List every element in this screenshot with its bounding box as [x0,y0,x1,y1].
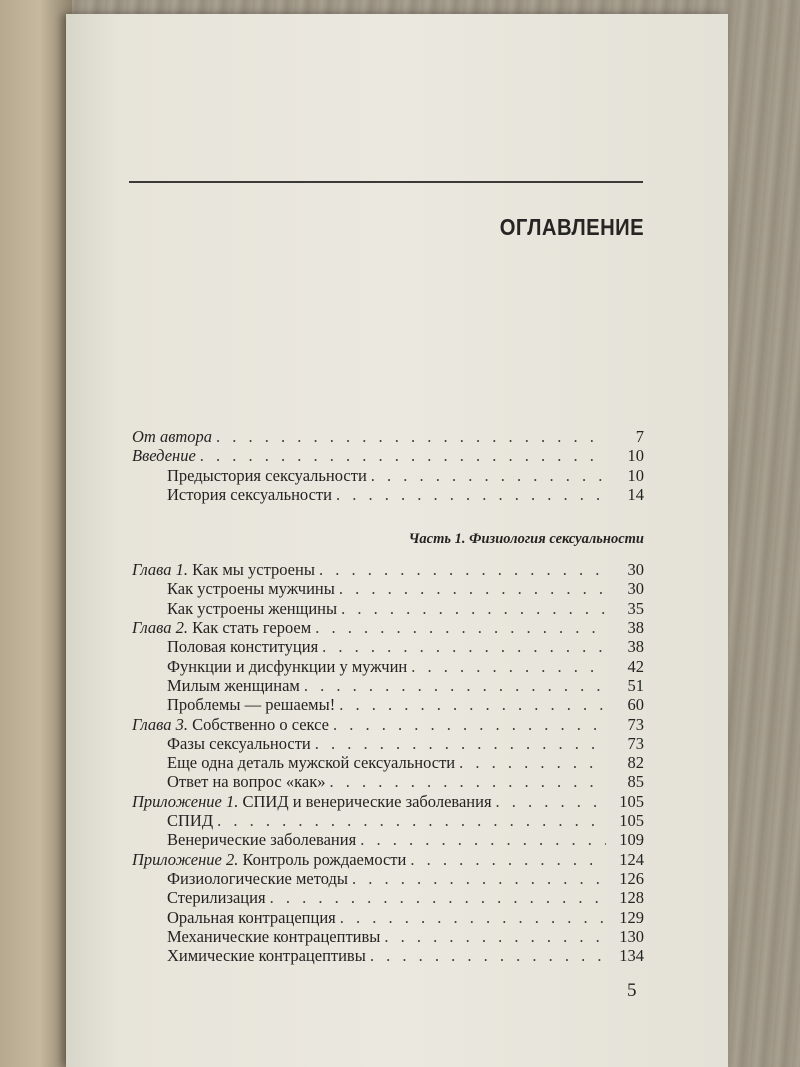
toc-entry [132,427,644,446]
toc-entry-page: 129 [619,907,644,927]
toc-leader-dots [360,830,606,849]
part-heading: Часть 1. Физиология сексуальности [408,531,644,548]
toc-entry-title [167,830,356,849]
toc-entry-page: 73 [627,714,644,734]
toc-entry-page: 14 [627,484,644,504]
toc-entry-text: Функции и дисфункции у мужчин [167,656,408,676]
toc-leader-dots [304,676,606,695]
toc-entry-title [167,579,335,598]
toc-leader-dots [371,466,606,485]
toc-leader-dots [322,637,606,656]
toc-entry-title [167,734,311,753]
toc-entry-page: 124 [619,849,644,869]
toc-entry [132,715,644,734]
toc-entry-text: СПИД и венерические заболевания [238,791,492,811]
toc-entry-title [167,908,336,927]
toc-entry-page: 73 [627,733,644,753]
toc-entry-page: 7 [635,427,644,446]
toc-entry-title [132,715,329,734]
toc-entry-text: Как стать героем [187,618,312,638]
toc-entry-text: Предыстория сексуальности [167,465,367,485]
toc-entry-page: 10 [627,446,644,466]
toc-entry-label: Приложение 1. [132,791,239,811]
left-page-edge [0,0,72,1067]
toc-entry [132,888,644,907]
toc-entry-page: 38 [627,637,644,657]
toc-entry-title [167,772,325,791]
toc-leader-dots [329,772,606,791]
toc-entry [132,579,644,598]
toc-leader-dots [341,599,606,618]
toc-leader-dots [315,734,606,753]
toc-entry-label: Глава 2. [132,618,188,638]
toc-leader-dots [339,579,606,598]
toc-entry-page: 82 [627,753,644,773]
toc-entry-text: Венерические заболевания [167,830,357,850]
page-title: ОГЛАВЛЕНИЕ [499,214,644,240]
toc-entry [132,908,644,927]
toc-entry-title [132,618,311,637]
table-of-contents [132,427,644,965]
toc-entry-text: Химические контрацептивы [167,946,366,966]
toc-entry [132,753,644,772]
toc-entry-title [167,599,337,618]
toc-entry-page: 105 [619,791,644,811]
toc-entry-text: Физиологические методы [167,868,348,888]
toc-entry-title [167,869,348,888]
toc-entry-title [167,811,213,830]
toc-entry-title [167,753,455,772]
toc-entry-text: Собственно о сексе [187,714,330,734]
toc-entry-title [167,657,407,676]
toc-entry-label: Введение [132,446,196,466]
toc-entry [132,927,644,946]
toc-entry-page: 60 [627,695,644,715]
toc-entry-title [167,888,266,907]
toc-entry-page: 105 [619,811,644,831]
toc-entry [132,560,644,579]
toc-leader-dots [496,792,606,811]
toc-entry [132,485,644,504]
toc-entry-page: 35 [627,598,644,618]
toc-entry-label: Приложение 2. [132,849,239,869]
toc-part1-list [132,560,644,965]
toc-entry-text: Контроль рождаемости [238,849,407,869]
toc-entry-page: 109 [619,830,644,850]
toc-entry-title [167,946,366,965]
toc-entry [132,618,644,637]
toc-entry-text: Милым женщинам [167,675,300,695]
toc-intro-list [132,427,644,504]
toc-leader-dots [339,695,606,714]
toc-leader-dots [270,888,606,907]
toc-leader-dots [336,485,606,504]
toc-entry-title [167,466,367,485]
toc-leader-dots [200,446,606,465]
toc-entry [132,811,644,830]
toc-entry-page: 85 [627,772,644,792]
toc-entry-text: История сексуальности [167,484,332,504]
toc-leader-dots [370,946,606,965]
toc-leader-dots [459,753,606,772]
toc-entry-page: 51 [627,675,644,695]
toc-leader-dots [384,927,606,946]
toc-entry-text: Как мы устроены [187,560,315,580]
toc-leader-dots [352,869,606,888]
toc-entry-title [167,637,318,656]
toc-entry [132,599,644,618]
toc-entry-page: 126 [619,868,644,888]
toc-entry-page: 10 [627,465,644,485]
toc-entry [132,657,644,676]
toc-entry [132,792,644,811]
toc-entry-page: 30 [627,579,644,599]
toc-entry-label: От автора [132,427,213,446]
toc-entry-text: Фазы сексуальности [167,733,311,753]
toc-entry [132,850,644,869]
toc-entry [132,466,644,485]
toc-entry-title [132,792,492,811]
toc-entry-text: Стерилизация [167,888,266,908]
toc-entry-page: 130 [619,926,644,946]
toc-entry-label: Глава 1. [132,560,188,580]
toc-entry [132,830,644,849]
toc-entry-title [167,676,300,695]
toc-leader-dots [319,560,606,579]
toc-entry [132,695,644,714]
toc-entry-text: Ответ на вопрос «как» [167,772,326,792]
toc-leader-dots [315,618,606,637]
toc-entry-page: 42 [627,656,644,676]
toc-entry-title [132,446,196,465]
toc-leader-dots [411,657,606,676]
toc-entry [132,734,644,753]
toc-leader-dots [217,811,606,830]
header-rule [129,181,643,183]
toc-entry-page: 38 [627,618,644,638]
toc-entry [132,676,644,695]
toc-leader-dots [333,715,606,734]
toc-entry [132,637,644,656]
toc-entry [132,446,644,465]
toc-entry-title [132,560,315,579]
toc-entry [132,772,644,791]
toc-entry-text: Проблемы — решаемы! [167,695,336,715]
toc-entry-page: 134 [619,946,644,966]
toc-entry-page: 30 [627,560,644,580]
toc-entry-page: 128 [619,888,644,908]
page-number: 5 [627,980,637,1001]
toc-entry-text: Оральная контрацепция [167,907,336,927]
toc-entry-title [167,695,335,714]
toc-entry-text: Половая конституция [167,637,319,657]
toc-entry-text: СПИД [167,811,214,831]
toc-entry-text: Еще одна деталь мужской сексуальности [167,753,456,773]
toc-entry-label: Глава 3. [132,714,188,734]
toc-leader-dots [410,850,606,869]
toc-entry-title [167,927,380,946]
toc-entry [132,869,644,888]
toc-entry-text: Как устроены мужчины [167,579,335,599]
toc-entry [132,946,644,965]
toc-entry-title [132,427,212,446]
toc-entry-text: Механические контрацептивы [167,926,381,946]
toc-entry-title [132,850,406,869]
toc-leader-dots [216,427,606,446]
toc-entry-title [167,485,332,504]
toc-entry-text: Как устроены женщины [167,598,338,618]
toc-leader-dots [340,908,606,927]
